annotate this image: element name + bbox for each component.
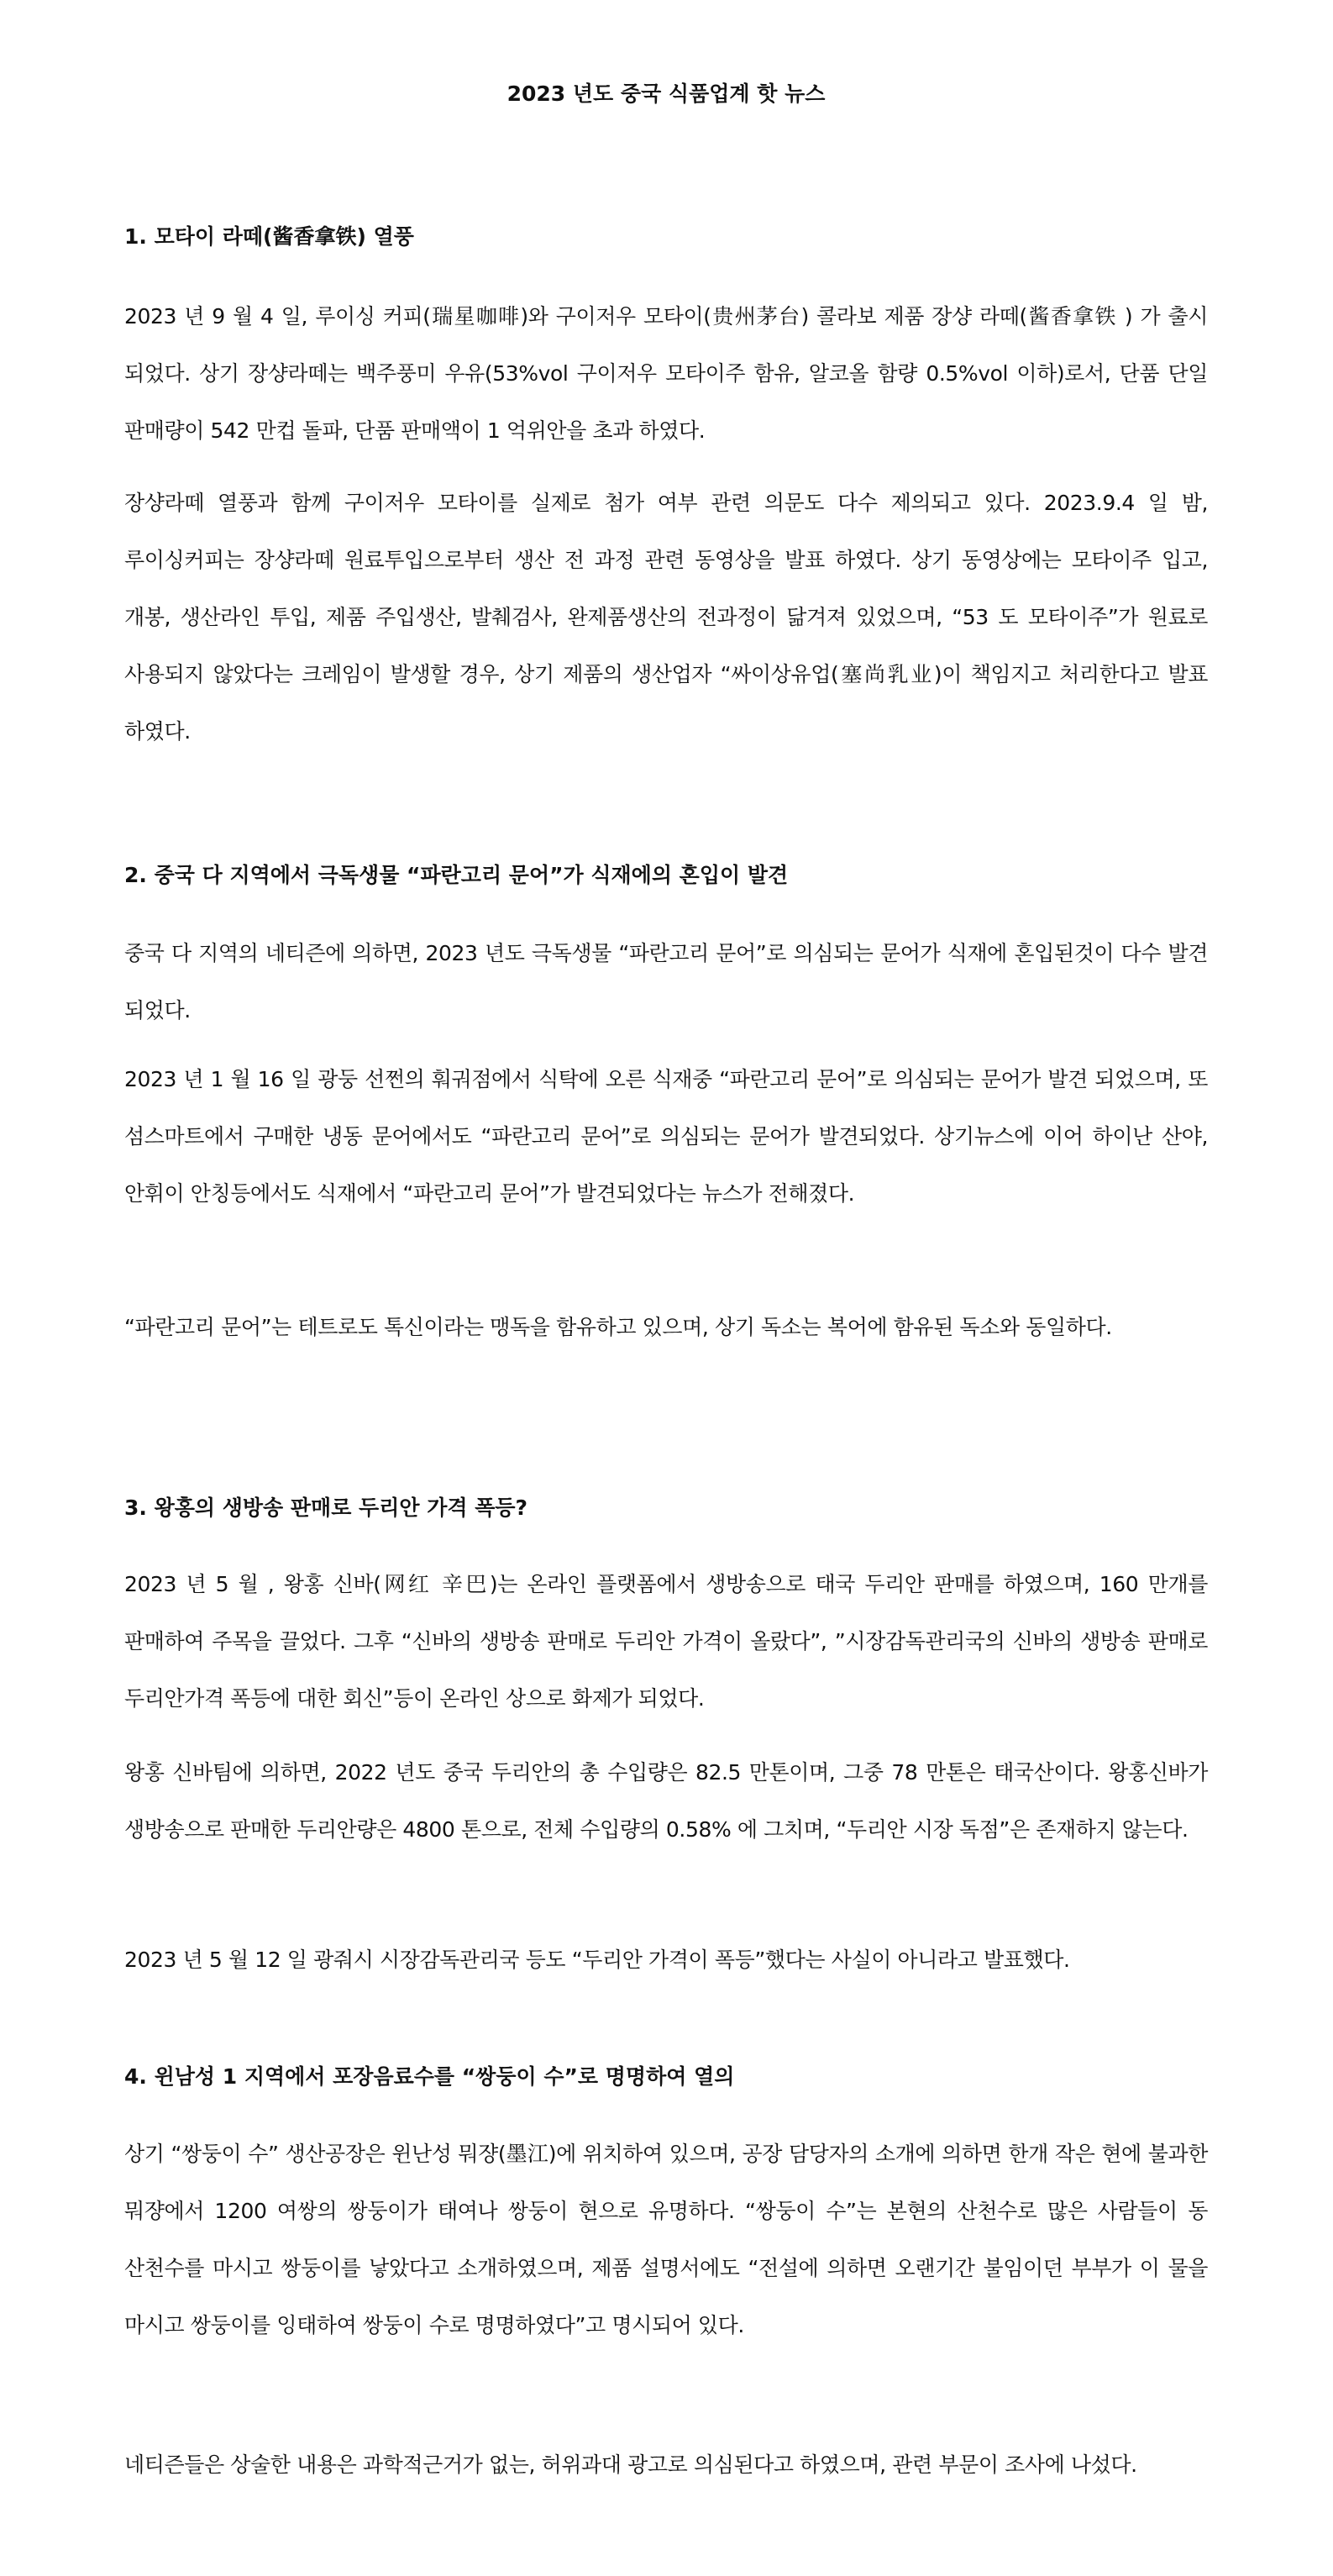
section-2-paragraph-1: 중국 다 지역의 네티즌에 의하면, 2023 년도 극독생물 “파란고리 문어”로 의심되는 문어가 식재에 혼입된것이 다수 발견 되었다. bbox=[124, 941, 1208, 1023]
section-3-paragraph-1: 2023 년 5 월 , 왕홍 신바(网红 辛巴)는 온라인 플랫폼에서 생방송으로 태국 두리안 판매를 하였으며, 160 만개를 판매하여 주목을 끌었다. 그후 “신바의 생방송 판매로 두리안 가격이 올랐다”, ”시장감독관리국의 신바의 생방송 판매로 두리안가격 폭등에 대한 회신”등이 온라인 상으로 화제가 되었다. bbox=[124, 1572, 1208, 1711]
section-4-paragraph-1: 상기 “쌍둥이 수” 생산공장은 윈난성 뭐쟝(墨江)에 위치하여 있으며, 공장 담당자의 소개에 의하면 한개 작은 현에 불과한 뭐쟝에서 1200 여쌍의 쌍둥이가 태여나 쌍둥이 현으로 유명하다. “쌍둥이 수”는 본현의 산천수로 많은 사람들이 동 산천수를 마시고 쌍둥이를 낳았다고 소개하였으며, 제품 설명서에도 “전설에 의하면 오랜기간 불임이던 부부가 이 물을 마시고 쌍둥이를 잉태하여 쌍둥이 수로 명명하였다”고 명시되어 있다. bbox=[124, 2142, 1208, 2337]
section-4-heading: 4. 윈남성 1 지역에서 포장음료수를 “쌍둥이 수”로 명명하여 열의 bbox=[124, 2064, 735, 2089]
section-1-paragraph-2: 장샹라떼 열풍과 함께 구이저우 모타이를 실제로 첨가 여부 관련 의문도 다수 제의되고 있다. 2023.9.4 일 밤, 루이싱커피는 장샹라떼 원료투입으로부터 생산 전 과정 관련 동영상을 발표 하였다. 상기 동영상에는 모타이주 입고, 개봉, 생산라인 투입, 제품 주입생산, 발췌검사, 완제품생산의 전과정이 닮겨져 있었으며, “53 도 모타이주”가 원료로 사용되지 않았다는 크레임이 발생할 경우, 상기 제품의 생산업자 “싸이상유업(塞尚乳业)이 책임지고 처리한다고 발표 하였다. bbox=[124, 491, 1208, 744]
section-1-paragraph-1: 2023 년 9 월 4 일, 루이싱 커피(瑞星咖啡)와 구이저우 모타이(贵州茅台) 콜라보 제품 장샹 라떼(酱香拿铁 ) 가 출시 되었다. 상기 장샹라떼는 백주풍미 우유(53%vol 구이저우 모타이주 함유, 알코올 함량 0.5%vol 이하)로서, 단품 단일 판매량이 542 만컵 돌파, 단품 판매액이 1 억위안을 초과 하였다. bbox=[124, 304, 1208, 443]
section-3-heading: 3. 왕홍의 생방송 판매로 두리안 가격 폭등? bbox=[124, 1496, 528, 1520]
section-3-paragraph-2: 왕홍 신바팀에 의하면, 2022 년도 중국 두리안의 총 수입량은 82.5 만톤이며, 그중 78 만톤은 태국산이다. 왕홍신바가 생방송으로 판매한 두리안량은 4800 톤으로, 전체 수입량의 0.58% 에 그치며, “두리안 시장 독점”은 존재하지 않는다. bbox=[124, 1760, 1208, 1842]
document-title: 2023 년도 중국 식품업계 핫 뉴스 bbox=[506, 81, 826, 106]
section-2-paragraph-3: “파란고리 문어”는 테트로도 톡신이라는 맹독을 함유하고 있으며, 상기 독소는 복어에 함유된 독소와 동일하다. bbox=[124, 1315, 1112, 1339]
section-4-paragraph-2: 네티즌들은 상술한 내용은 과학적근거가 없는, 허위과대 광고로 의심된다고 하였으며, 관련 부문이 조사에 나섰다. bbox=[124, 2452, 1137, 2477]
section-3-paragraph-3: 2023 년 5 월 12 일 광줘시 시장감독관리국 등도 “두리안 가격이 폭등”했다는 사실이 아니라고 발표했다. bbox=[124, 1948, 1070, 1972]
section-2-paragraph-2: 2023 년 1 월 16 일 광둥 선쩐의 훠궈점에서 식탁에 오른 식재중 “파란고리 문어”로 의심되는 문어가 발견 되었으며, 또 섬스마트에서 구매한 냉동 문어에서도 “파란고리 문어”로 의심되는 문어가 발견되었다. 상기뉴스에 이어 하이난 산야, 안휘이 안칭등에서도 식재에서 “파란고리 문어”가 발견되었다는 뉴스가 전해졌다. bbox=[124, 1067, 1208, 1206]
section-1-heading: 1. 모타이 라떼(酱香拿铁) 열풍 bbox=[124, 224, 414, 249]
section-2-heading: 2. 중국 다 지역에서 극독생물 “파란고리 문어”가 식재에의 혼입이 발견 bbox=[124, 863, 789, 887]
